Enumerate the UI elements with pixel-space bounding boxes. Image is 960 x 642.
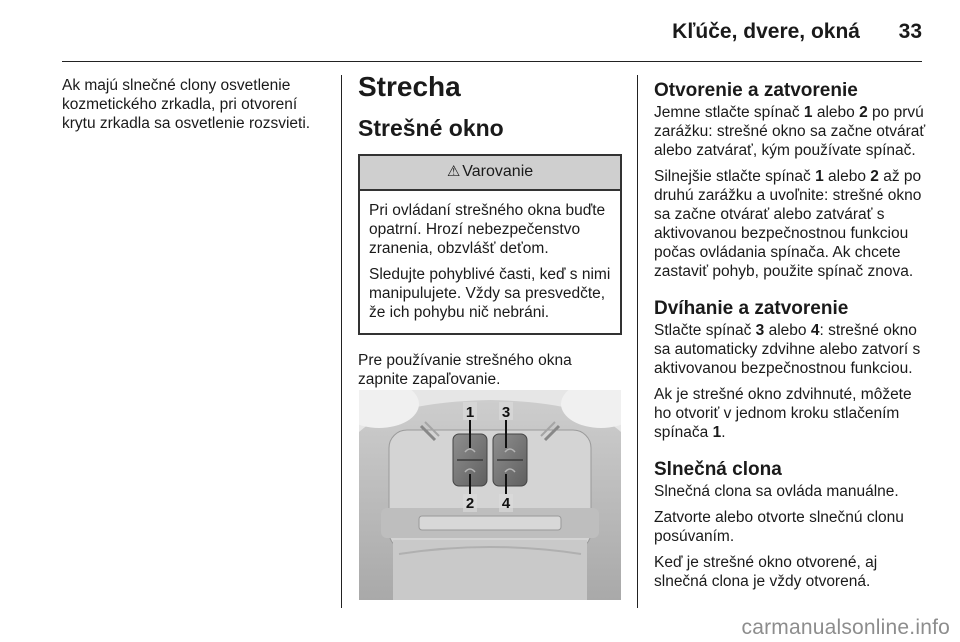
tilt-heading: Dvíhanie a zatvorenie <box>654 298 849 319</box>
warning-paragraph: Pri ovládaní strešného okna buďte opatrní. Hrozí nebezpečenstvo zranenia, obzvlášť deťom. <box>369 202 606 257</box>
header-rule <box>62 61 922 62</box>
text-run: až po druhú zarážku a uvoľnite: strešné okno sa začne otvárať alebo zatvárať s aktivovanou bezpečnostnou funkciou počas ovládania spínača. Ak chcete zastaviť pohyb, použite spínač znova. <box>654 168 922 280</box>
warning-body <box>360 191 620 333</box>
tilt-paragraph-1 <box>654 321 926 378</box>
warning-header <box>360 156 620 191</box>
ignition-paragraph: Pre používanie strešného okna zapnite zapaľovanie. <box>358 352 572 388</box>
switch-ref-1: 1 <box>803 104 813 121</box>
text-run: Stlačte spínač <box>654 322 756 339</box>
sunshade-paragraph-2: Zatvorte alebo otvorte slnečnú clonu posúvaním. <box>654 509 904 545</box>
text-run: Ak je strešné okno zdvihnuté, môžete ho otvoriť v jednom kroku stlačením spínača <box>654 386 912 441</box>
watermark: carmanualsonline.info <box>741 616 950 639</box>
text-run: Jemne stlačte spínač <box>654 104 804 121</box>
sunshade-paragraph-1: Slnečná clona sa ovláda manuálne. <box>654 483 899 500</box>
switch-label-3: 3 <box>501 404 511 421</box>
roof-switch-photo <box>359 390 621 600</box>
open-close-paragraph-1 <box>654 103 926 160</box>
roof-switch-illustration <box>359 390 621 600</box>
subsection-title: Strešné okno <box>358 115 504 141</box>
spacer <box>654 449 926 459</box>
text-run: . <box>721 424 726 441</box>
tilt-paragraph-2 <box>654 385 926 442</box>
switch-label-4: 4 <box>501 495 511 512</box>
warning-triangle-icon: ⚠ <box>446 163 461 180</box>
switch-label-1: 1 <box>465 404 475 421</box>
sunshade-paragraph-3: Keď je strešné okno otvorené, aj slnečná clona je vždy otvorená. <box>654 554 878 590</box>
switch-ref-2: 2 <box>870 168 879 185</box>
switch-label-2: 2 <box>465 495 475 512</box>
switch-ref-2: 2 <box>859 104 868 121</box>
text-run: Silnejšie stlačte spínač <box>654 168 816 185</box>
text-run: alebo <box>812 104 860 121</box>
column-divider-left <box>341 75 342 608</box>
column-middle <box>358 70 622 396</box>
switch-ref-3: 3 <box>755 322 765 339</box>
switch-ref-4: 4 <box>810 322 820 339</box>
open-close-paragraph-2 <box>654 167 926 281</box>
warning-box <box>358 154 622 335</box>
text-run: po prvú zarážku: strešné okno sa začne otvárať alebo zatvárať, kým používate spínač. <box>654 104 926 159</box>
text-run: : strešné okno sa automaticky zdvihne alebo zatvorí s aktivovanou bezpečnostnou funkciou. <box>654 322 921 377</box>
text-run: alebo <box>823 168 871 185</box>
switch-ref-1: 1 <box>815 168 824 185</box>
running-header-title: Kľúče, dvere, okná <box>672 20 860 43</box>
column-right <box>654 80 926 598</box>
open-close-heading: Otvorenie a zatvorenie <box>654 80 858 101</box>
spacer <box>654 288 926 298</box>
section-title: Strecha <box>358 71 461 102</box>
column-left <box>62 76 330 140</box>
sunshade-heading: Slnečná clona <box>654 459 782 480</box>
text-run: alebo <box>764 322 811 339</box>
page-number: 33 <box>898 20 922 43</box>
vanity-mirror-paragraph: Ak majú slnečné clony osvetlenie kozmetického zrkadla, pri otvorení krytu zrkadla sa osvetlenie rozsvieti. <box>62 77 311 132</box>
column-divider-right <box>637 75 638 608</box>
switch-ref-1: 1 <box>712 424 722 441</box>
warning-paragraph: Sledujte pohyblivé časti, keď s nimi manipulujete. Vždy sa presvedčte, že ich pohybu nič nebráni. <box>369 266 611 321</box>
warning-title: Varovanie <box>462 163 534 180</box>
